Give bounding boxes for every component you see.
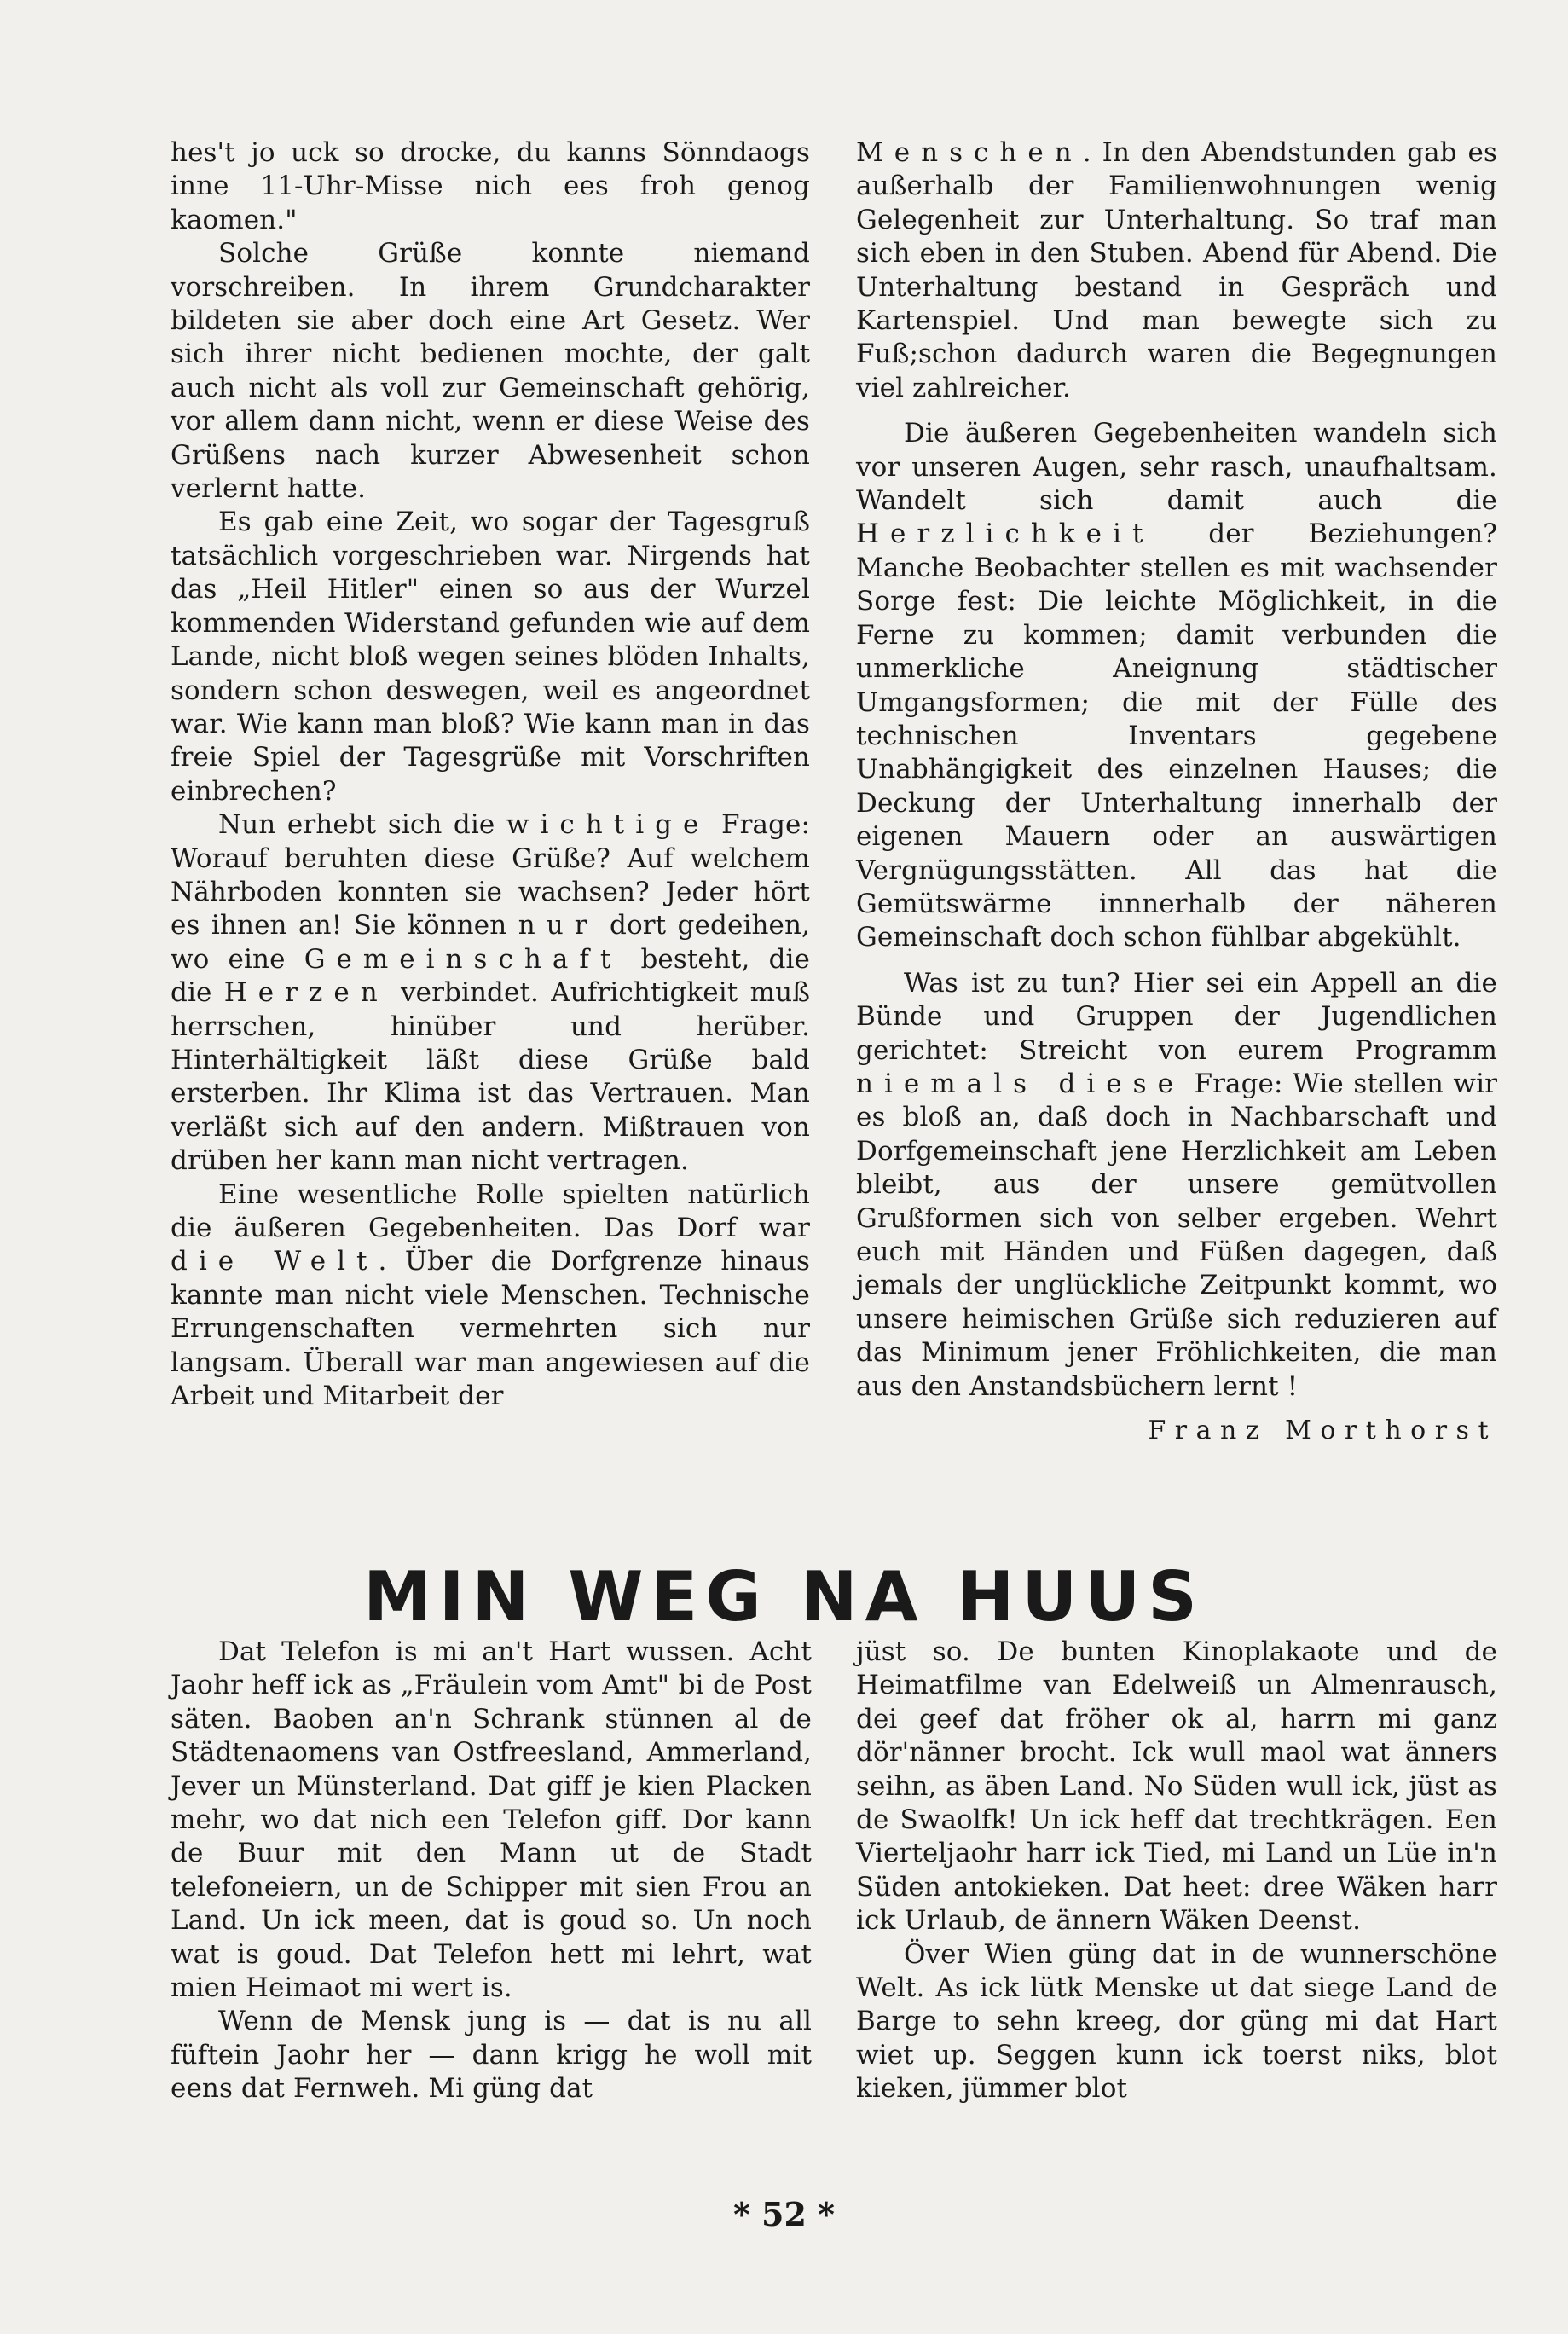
spaced-emphasis: niemals diese <box>856 1068 1184 1099</box>
paragraph <box>171 808 810 1178</box>
author-signature: Franz Morthorst <box>1148 1416 1497 1446</box>
paragraph: Solche Grüße konnte niemand vorschreiben. In ihrem Grundcharakter bildeten sie aber doch eine Art Gesetz. Wer sich ihrer nicht bedienen mochte, der galt auch nicht als voll zur Gemeinschaft gehörig, vor allem dann nicht, wenn er diese Weise des Grüßens nach kurzer Abwesenheit schon verlernt hatte. <box>171 238 810 505</box>
paragraph <box>856 417 1497 955</box>
text-run: Was ist zu tun? Hier sei ein Appell an die Bünde und Gruppen der Jugendlichen gerichtet: Streicht von eurem Programm <box>856 967 1497 1066</box>
text-run: . In den Abendstunden gab es außerhalb der Familienwohnungen wenig Gelegenheit zur Unterhaltung. So traf man sich eben in den Stuben. Abend für Abend. Die Unterhaltung bestand in Gespräch und Kartenspiel. Und man bewegte sich zu Fuß;schon dadurch waren die Begegnungen viel zahlreicher. <box>856 137 1497 403</box>
text-run: Frage: Wie stellen wir es bloß an, daß doch in Nachbarschaft und Dorfgemeinschaft jene Herzlichkeit am Leben bleibt, aus der unsere gemütvollen Grußformen sich von selber ergeben. Wehrt euch mit Händen und Füßen dagegen, daß jemals der unglückliche Zeitpunkt kommt, wo unsere heimischen Grüße sich reduzieren auf das Minimum jener Fröhlichkeiten, die man aus den Anstandsbüchern lernt ! <box>856 1068 1497 1402</box>
spaced-emphasis: die Welt <box>171 1246 379 1277</box>
page-number: * 52 * <box>732 2195 836 2233</box>
paragraph: Över Wien güng dat in de wunnerschöne Welt. As ick lütk Menske ut dat siege Land de Barge to sehn kreeg, dor güng mi dat Hart wiet up. Seggen kunn ick toerst niks, blot kieken, jümmer blot <box>856 1938 1497 2105</box>
paragraph: Dat Telefon is mi an't Hart wussen. Acht Jaohr heff ick as „Fräulein vom Amt" bi de Post säten. Baoben an'n Schrank stünnen al de Städtenaomens van Ostfreesland, Ammerland, Jever un Münsterland. Dat giff je kien Placken mehr, wo dat nich een Telefon giff. Dor kann de Buur mit den Mann ut de Stadt telefoneiern, un de Schipper mit sien Frou an Land. Un ick meen, dat is goud so. Un noch wat is goud. Dat Telefon hett mi lehrt, wat mien Heimaot mi wert is. <box>171 1636 812 2004</box>
article-column-right <box>856 136 1497 1447</box>
paragraph: Wenn de Mensk jung is — dat is nu all füftein Jaohr her — dann krigg he woll mit eens dat Fernweh. Mi güng dat <box>171 2006 812 2105</box>
text-run: Eine wesentliche Rolle spielten natürlich die äußeren Gegebenheiten. Das Dorf war <box>171 1179 810 1243</box>
text-run: verbindet. Aufrichtigkeit muß herrschen, hinüber und herüber. Hinterhältigkeit läßt diese Grüße bald ersterben. Ihr Klima ist das Vertrauen. Man verläßt sich auf den andern. Mißtrauen von drüben her kann man nicht vertragen. <box>171 977 811 1177</box>
paragraph <box>171 1179 810 1414</box>
spaced-emphasis: wichtige <box>506 809 710 841</box>
article2-column-right <box>856 1636 1497 2106</box>
paragraph: jüst so. De bunten Kinoplakaote und de Heimatfilme van Edelweiß un Almenrausch, dei geef dat fröher ok al, harrn mi ganz dör'nänner brocht. Ick wull maol wat änners seihn, as äben Land. No Süden wull ick, jüst as de Swaolfk! Un ick heff dat trechtkrägen. Een Vierteljaohr harr ick Tied, mi Land un Lüe in'n Süden antokieken. Dat heet: dree Wäken harr ick Urlaub, de ännern Wäken Deenst. <box>856 1636 1497 1937</box>
paragraph <box>856 967 1497 1404</box>
text-run: besteht, die die <box>171 943 811 1009</box>
article2-column-left <box>171 1636 812 2106</box>
text-run: der Beziehungen? Manche Beobachter stellen es mit wachsender Sorge fest: Die leichte Möglichkeit, in die Ferne zu kommen; damit verbunden die unmerkliche Aneignung städtischer Umgangsformen; die mit der Fülle des technischen Inventars gegebene Unabhängigkeit des einzelnen Hauses; die Deckung der Unterhaltung innerhalb der eigenen Mauern oder an auswärtigen Vergnügungsstätten. All das hat die Gemütswärme innnerhalb der näheren Gemeinschaft doch schon fühlbar abgekühlt. <box>856 518 1497 953</box>
paragraph <box>856 136 1497 405</box>
spaced-emphasis: nur <box>518 910 599 941</box>
spaced-emphasis: Gemeinschaft <box>304 943 622 975</box>
text-run: Nun erhebt sich die <box>218 809 506 841</box>
article-title: MIN WEG NA HUUS <box>363 1557 1205 1636</box>
spaced-emphasis: Menschen <box>856 137 1083 168</box>
text-run: dort gedeihen, wo eine <box>171 910 810 975</box>
article-column-left <box>171 136 810 1413</box>
text-run: Die äußeren Gegebenheiten wandeln sich vor unseren Augen, sehr rasch, unaufhaltsam. Wandelt sich damit auch die <box>856 418 1497 517</box>
spaced-emphasis: Herzlichkeit <box>856 518 1154 550</box>
paragraph: hes't jo uck so drocke, du kanns Sönndaogs inne 11-Uhr-Misse nich ees froh genog kaomen." <box>171 137 810 235</box>
spaced-emphasis: Herzen <box>223 977 389 1009</box>
text-run: . Über die Dorfgrenze hinaus kannte man nicht viele Menschen. Technische Errungenschaften vermehrten sich nur langsam. Überall war man angewiesen auf die Arbeit und Mitarbeit der <box>171 1246 810 1412</box>
paragraph: Es gab eine Zeit, wo sogar der Tagesgruß tatsächlich vorgeschrieben war. Nirgends hat das „Heil Hitler" einen so aus der Wurzel kommenden Widerstand gefunden wie auf dem Lande, nicht bloß wegen seines blöden Inhalts, sondern schon deswegen, weil es angeordnet war. Wie kann man bloß? Wie kann man in das freie Spiel der Tagesgrüße mit Vorschriften einbrechen? <box>171 507 810 807</box>
text-run: Frage: Worauf beruhten diese Grüße? Auf welchem Nährboden konnten sie wachsen? Jeder hört es ihnen an! Sie können <box>171 809 811 941</box>
